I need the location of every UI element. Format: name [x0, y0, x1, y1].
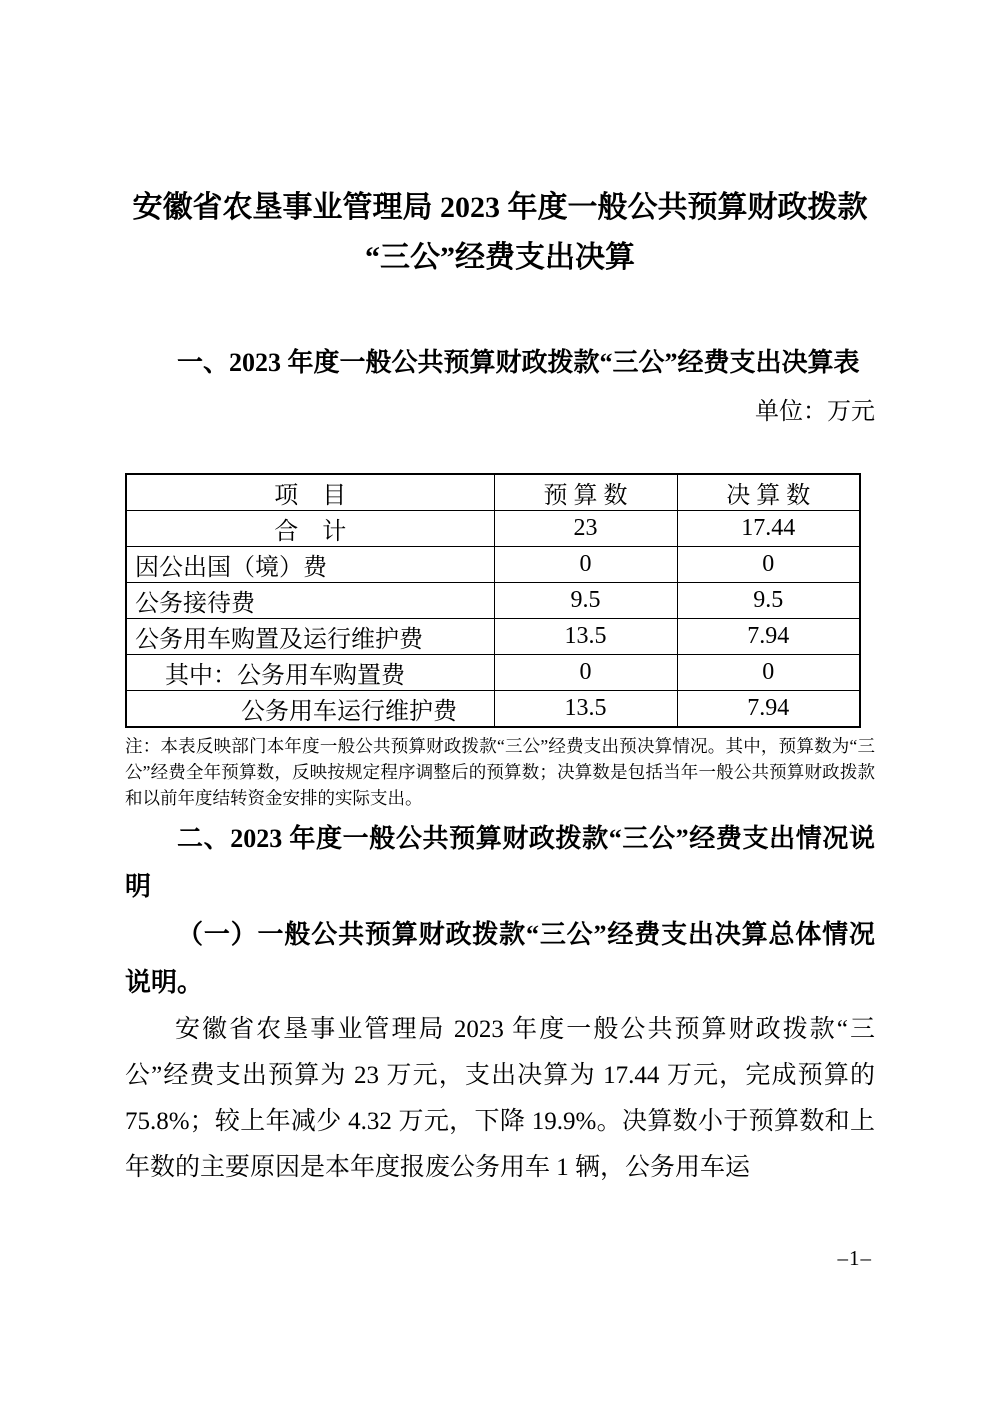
section2-paragraph: 安徽省农垦事业管理局 2023 年度一般公共预算财政拨款“三公”经费支出预算为 23 万元，支出决算为 17.44 万元，完成预算的 75.8%；较上年减少 4.32 万元，下降 19.9%。决算数小于预算数和上年数的主要原因是本年度报废公务用车 1 辆，公务用车运: [125, 1016, 875, 1181]
section1-heading: 一、2023 年度一般公共预算财政拨款“三公”经费支出决算表: [177, 348, 860, 377]
row-vehicle-maintenance-final: 7.94: [677, 691, 860, 728]
document-title-line1: 安徽省农垦事业管理局 2023 年度一般公共预算财政拨款: [132, 191, 868, 224]
row-total-budget: 23: [494, 511, 677, 547]
section2-heading: 二、2023 年度一般公共预算财政拨款“三公”经费支出情况说明: [125, 824, 875, 901]
row-vehicle-purchase-final: 0: [677, 655, 860, 691]
table-row-vehicle-maintenance: [126, 691, 860, 728]
row-vehicle-maintenance-item: 公务用车运行维护费: [126, 691, 494, 728]
header-item: 项 目: [126, 474, 494, 511]
row-reception-budget: 9.5: [494, 583, 677, 619]
header-final: 决 算 数: [677, 474, 860, 511]
row-total-final: 17.44: [677, 511, 860, 547]
row-vehicle-total-budget: 13.5: [494, 619, 677, 655]
table-header-row: [126, 474, 860, 511]
row-vehicle-total-item: 公务用车购置及运行维护费: [126, 619, 494, 655]
table-row-reception: [126, 583, 860, 619]
table-note: 注：本表反映部门本年度一般公共预算财政拨款“三公”经费支出预决算情况。其中，预算数为“三公”经费全年预算数，反映按规定程序调整后的预算数；决算数是包括当年一般公共预算财政拨款和以前年度结转资金安排的实际支出。: [125, 736, 875, 808]
row-reception-item: 公务接待费: [126, 583, 494, 619]
unit-label: 单位：万元: [755, 399, 875, 425]
row-abroad-final: 0: [677, 547, 860, 583]
row-vehicle-maintenance-budget: 13.5: [494, 691, 677, 728]
page-number: –1–: [837, 1246, 872, 1270]
row-abroad-budget: 0: [494, 547, 677, 583]
document-title-line2: “三公”经费支出决算: [365, 241, 635, 274]
document-title: [125, 183, 875, 283]
row-reception-final: 9.5: [677, 583, 860, 619]
row-vehicle-purchase-budget: 0: [494, 655, 677, 691]
table-row-abroad: [126, 547, 860, 583]
three-public-expense-table: [125, 473, 861, 728]
row-vehicle-purchase-item: 其中：公务用车购置费: [126, 655, 494, 691]
header-budget: 预 算 数: [494, 474, 677, 511]
page-content: [125, 0, 875, 1191]
row-vehicle-total-final: 7.94: [677, 619, 860, 655]
table-row-vehicle-total: [126, 619, 860, 655]
row-abroad-item: 因公出国（境）费: [126, 547, 494, 583]
row-total-item: 合 计: [126, 511, 494, 547]
section2-subheading: （一）一般公共预算财政拨款“三公”经费支出决算总体情况说明。: [125, 920, 875, 997]
table-row-vehicle-purchase: [126, 655, 860, 691]
table-row-total: [126, 511, 860, 547]
